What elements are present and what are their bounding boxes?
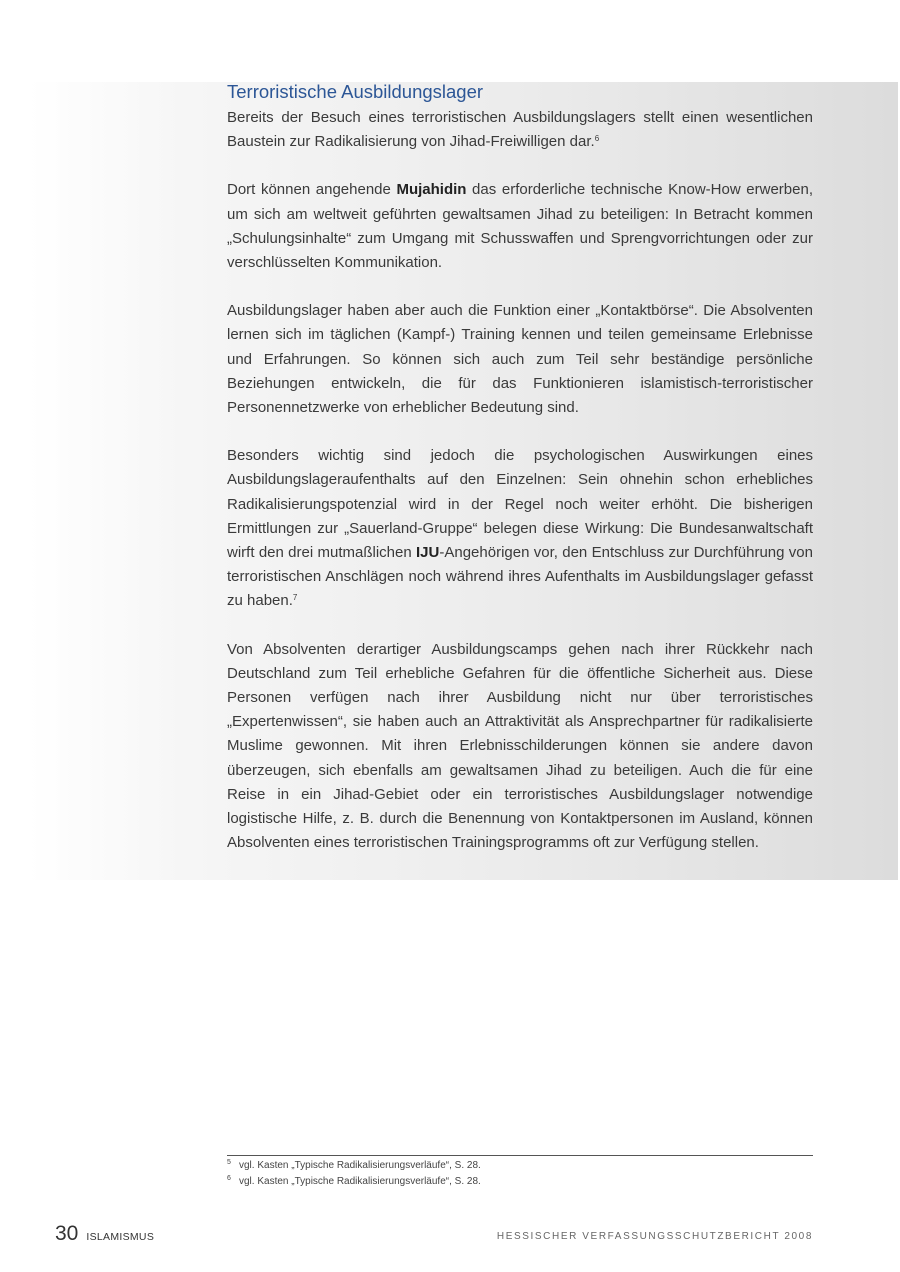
footnote-ref-6[interactable]: 6 — [594, 134, 600, 144]
footnote-number: 5 — [227, 1159, 231, 1166]
paragraph-1 — [227, 106, 813, 154]
section-heading: Terroristische Ausbildungslager — [227, 81, 484, 102]
page-footer-left — [55, 1222, 154, 1246]
paragraph-4 — [227, 444, 813, 613]
footnote-6 — [227, 1174, 813, 1190]
footnote-number: 6 — [227, 1175, 231, 1182]
main-content — [227, 78, 813, 879]
paragraph-1-text: Bereits der Besuch eines terroristischen Ausbildungslagers stellt einen wesentlichen Baustein zur Radikalisierung von Jihad-Freiwilligen dar. — [227, 109, 813, 151]
term-mujahidin: Mujahidin — [396, 181, 467, 199]
term-iju: IJU — [416, 544, 440, 562]
page-number: 30 — [55, 1222, 79, 1245]
paragraph-2-text-b: das erforderliche technische Know-How erwerben, um sich am weltweit geführten gewaltsamen Jihad zu beteiligen: In Betracht kommen „Schulungsinhalte“ zum Umgang mit Schusswaffen und Sprengvorrichtungen oder zur verschlüsselten Kommunikation. — [227, 181, 813, 272]
paragraph-2 — [227, 178, 813, 275]
footnote-text: vgl. Kasten „Typische Radikalisierungsverläufe“, S. 28. — [239, 1176, 481, 1187]
paragraph-4-text-a: Besonders wichtig sind jedoch die psychologischen Auswirkungen eines Ausbildungslageraufenthalts auf den Einzelnen: Sein ohnehin schon erhebliches Radikalisierungspotenzial wird in der Regel noch weiter erhöht. Die bisherigen Ermittlungen zur „Sauerland-Gruppe“ belegen diese Wirkung: Die Bundesanwaltschaft wirft den drei mutmaßlichen — [227, 447, 813, 562]
footnote-text: vgl. Kasten „Typische Radikalisierungsverläufe“, S. 28. — [239, 1160, 481, 1171]
section-name: ISLAMISMUS — [86, 1231, 155, 1243]
paragraph-2-text-a: Dort können angehende — [227, 181, 397, 199]
footnote-ref-7[interactable]: 7 — [292, 593, 298, 603]
paragraph-3: Ausbildungslager haben aber auch die Funktion einer „Kontaktbörse“. Die Absolventen lernen sich im täglichen (Kampf-) Training kennen und teilen gemeinsame Erlebnisse und Erfahrungen. So können sich auch zum Teil sehr beständige persönliche Beziehungen entwickeln, die für das Funktionieren islamistisch-terroristischer Personennetzwerke von erheblicher Bedeutung sind. — [227, 302, 813, 417]
paragraph-4-text-b: -Angehörigen vor, den Entschluss zur Durchführung von terroristischen Anschlägen noch während ihres Aufenthalts im Ausbildungslager gefasst zu haben. — [227, 544, 813, 610]
paragraph-5: Von Absolventen derartiger Ausbildungscamps gehen nach ihrer Rückkehr nach Deutschland zum Teil erhebliche Gefahren für die öffentliche Sicherheit aus. Diese Personen verfügen nach ihrer Ausbildung nicht nur über terroristisches „Expertenwissen“, sie haben auch an Attraktivität als Ansprechpartner für radikalisierte Muslime gewonnen. Mit ihren Erlebnisschilderungen können sie andere davon überzeugen, sich ebenfalls am gewaltsamen Jihad zu beteiligen. Auch die für eine Reise in ein Jihad-Gebiet oder ein terroristisches Ausbildungslager notwendige logistische Hilfe, z. B. durch die Benennung von Kontaktpersonen im Ausland, können Absolventen eines terroristischen Trainingsprogramms oft zur Verfügung stellen. — [227, 640, 813, 852]
footnotes — [227, 1155, 813, 1190]
footnote-5 — [227, 1158, 813, 1174]
publication-title: HESSISCHER VERFASSUNGSSCHUTZBERICHT 2008 — [496, 1231, 813, 1242]
